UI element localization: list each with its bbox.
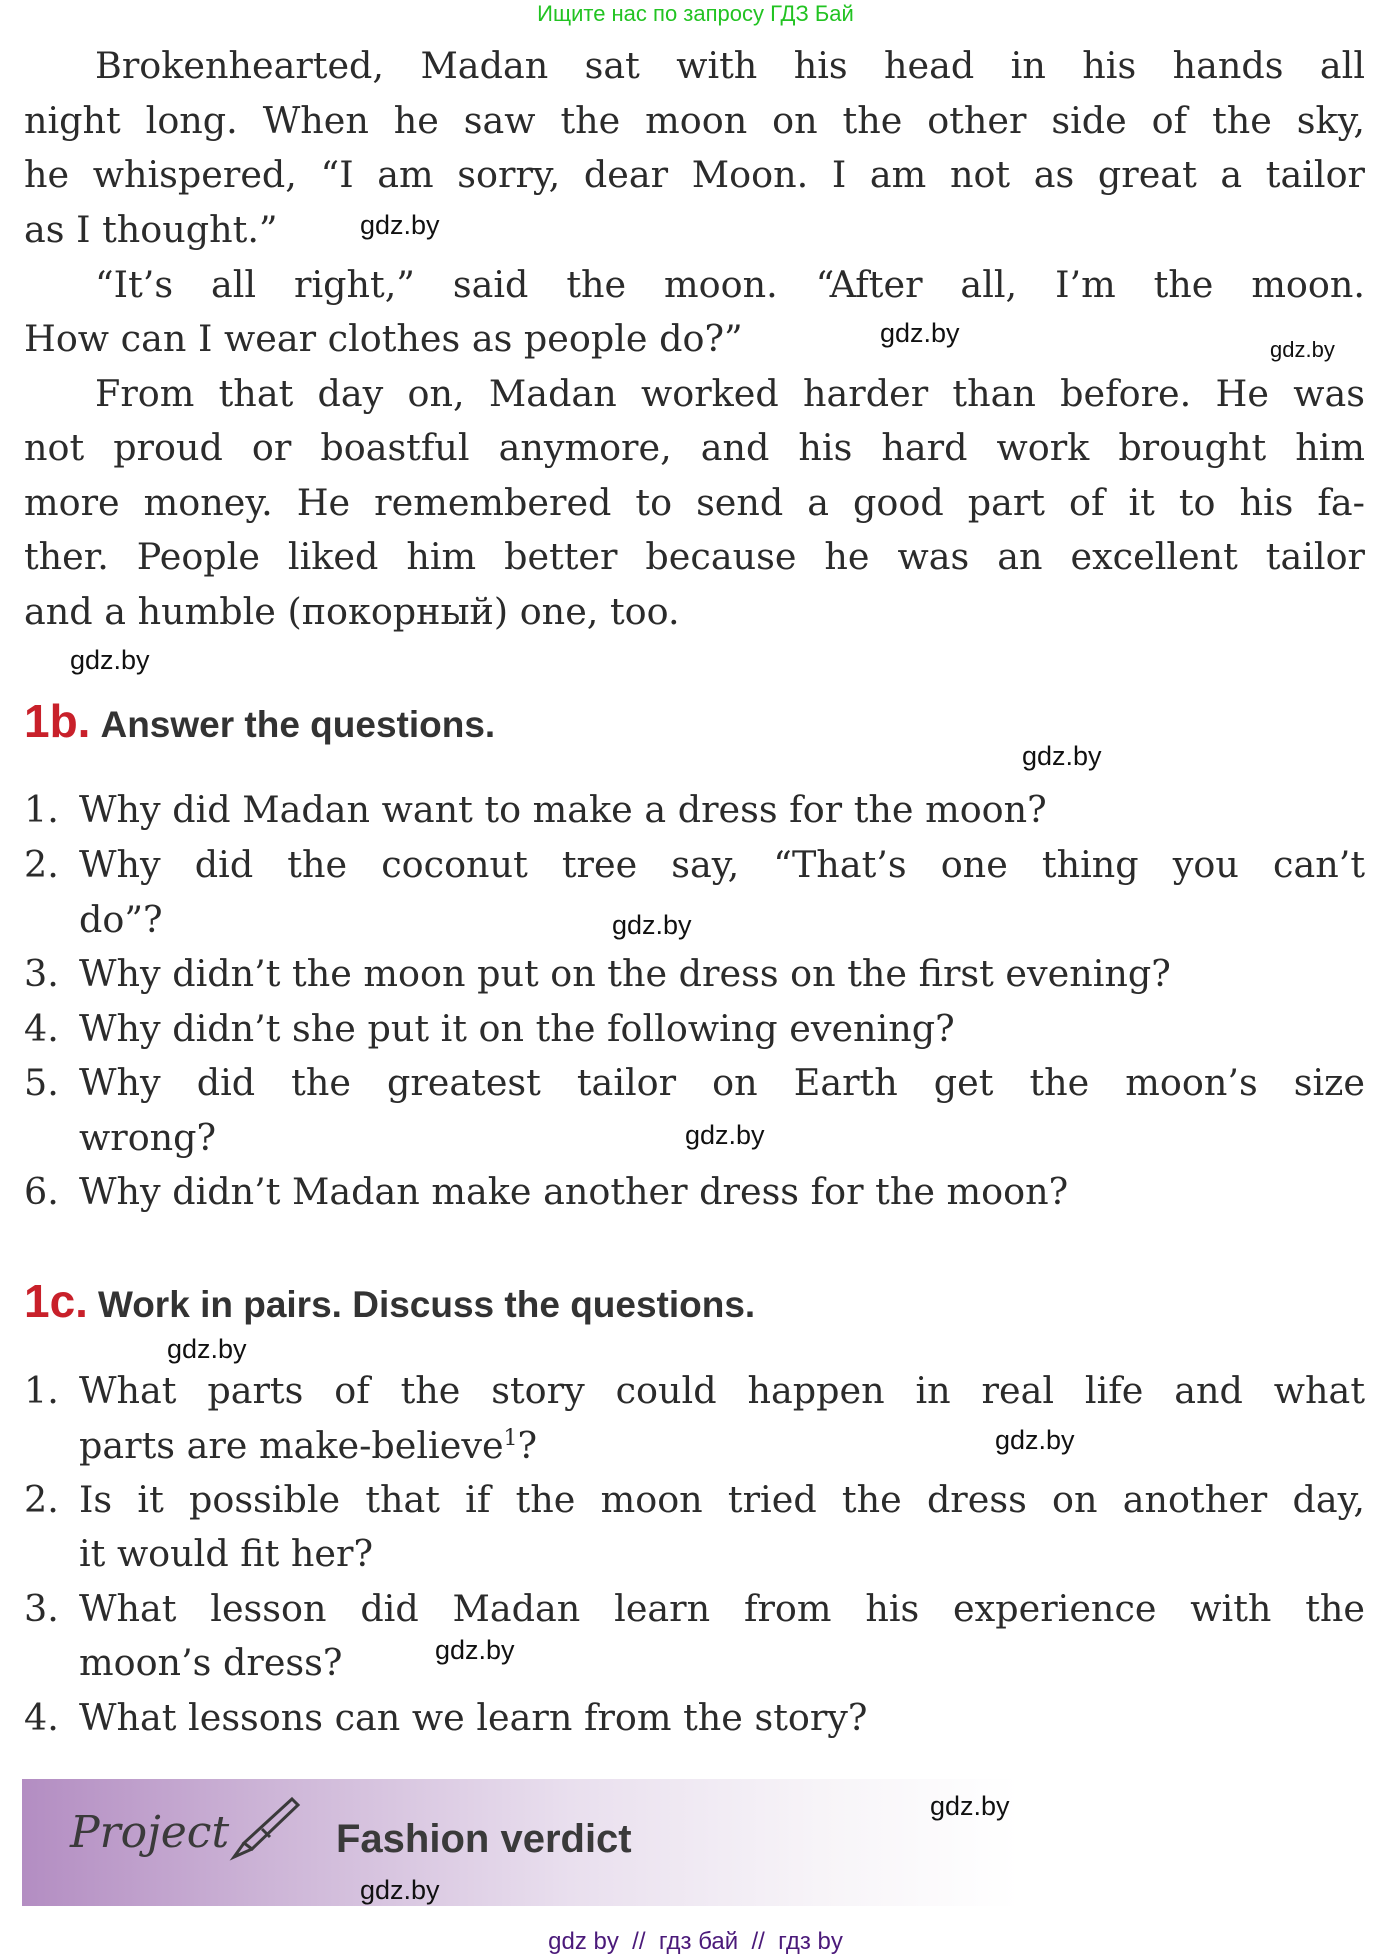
question-text: Is it possible that if the moon tried the dress on another day, (79, 1478, 1365, 1521)
watermark: gdz.by (1270, 337, 1335, 362)
footer-links: gdz by // гдз бай // гдз by (548, 1928, 843, 1955)
question-number: 2. (24, 843, 59, 886)
question-number: 2. (24, 1478, 59, 1521)
question-text-tail: ? (517, 1424, 538, 1467)
footnote-marker: 1 (503, 1425, 518, 1451)
question-text: What parts of the story could happen in real life and what (79, 1369, 1365, 1412)
question-text: Why did the coconut tree say, “That’s one thing you can’t (79, 843, 1365, 886)
question-text (79, 1419, 1365, 1473)
project-label: Project (70, 1807, 230, 1858)
story-line: not proud or boastful anymore, and his hard work brought him (24, 426, 1365, 469)
story-line: he whispered, “I am sorry, dear Moon. I am not as great a tailor (24, 153, 1365, 196)
story-line: night long. When he saw the moon on the other side of the sky, (24, 99, 1365, 142)
section-number: 1b. (24, 695, 91, 747)
question-text: Why didn’t Madan make another dress for the moon? (79, 1170, 1069, 1213)
question-text: What lesson did Madan learn from his experience with the (79, 1587, 1365, 1630)
story-line: How can I wear clothes as people do?” (24, 317, 743, 360)
watermark: gdz.by (70, 645, 150, 675)
question-text: Why did Madan want to make a dress for the moon? (79, 788, 1047, 831)
question-text: Why didn’t the moon put on the dress on the first evening? (79, 952, 1171, 995)
section-1c-heading (24, 1276, 755, 1326)
section-1b-heading (24, 696, 495, 746)
question-text: wrong? (79, 1116, 217, 1159)
question-number: 1. (24, 788, 59, 831)
question-number: 4. (24, 1696, 59, 1739)
project-title: Fashion verdict (336, 1817, 632, 1861)
project-banner (22, 1779, 1019, 1906)
story-line: Brokenhearted, Madan sat with his head in his hands all (95, 44, 1365, 87)
question-text: do”? (79, 898, 163, 941)
watermark: gdz.by (880, 318, 960, 348)
question-text: moon’s dress? (79, 1641, 343, 1684)
story-line: ther. People liked him better because he was an excellent tailor (24, 535, 1365, 578)
question-text-part: parts are make-believe (79, 1424, 504, 1467)
question-text: Why didn’t she put it on the following evening? (79, 1007, 955, 1050)
watermark: gdz.by (930, 1791, 1010, 1821)
watermark: gdz.by (167, 1334, 247, 1364)
question-text: it would fit her? (79, 1532, 374, 1575)
watermark: gdz.by (360, 1875, 440, 1905)
story-line: From that day on, Madan worked harder than before. He was (95, 372, 1365, 415)
story-line: and a humble (покорный) one, too. (24, 590, 680, 633)
question-text: Why did the greatest tailor on Earth get the moon’s size (79, 1061, 1365, 1104)
question-number: 3. (24, 1587, 59, 1630)
question-number: 1. (24, 1369, 59, 1412)
fountain-pen-icon (222, 1791, 302, 1861)
question-number: 3. (24, 952, 59, 995)
story-line: “It’s all right,” said the moon. “After all, I’m the moon. (95, 263, 1365, 306)
watermark: gdz.by (360, 210, 440, 240)
section-number: 1c. (24, 1275, 88, 1327)
question-text: What lessons can we learn from the story? (79, 1696, 868, 1739)
question-number: 6. (24, 1170, 59, 1213)
question-number: 5. (24, 1061, 59, 1104)
section-title: Work in pairs. Discuss the questions. (97, 1284, 756, 1325)
story-line: as I thought.” (24, 208, 278, 251)
question-number: 4. (24, 1007, 59, 1050)
watermark: gdz.by (1022, 741, 1102, 771)
watermark: gdz.by (435, 1635, 515, 1665)
search-banner-text: Ищите нас по запросу ГДЗ Бай (537, 1, 854, 26)
watermark: gdz.by (995, 1425, 1075, 1455)
story-line: more money. He remembered to send a good part of it to his fa- (24, 481, 1365, 524)
watermark: gdz.by (685, 1120, 765, 1150)
watermark: gdz.by (612, 910, 692, 940)
section-title: Answer the questions. (100, 704, 496, 745)
